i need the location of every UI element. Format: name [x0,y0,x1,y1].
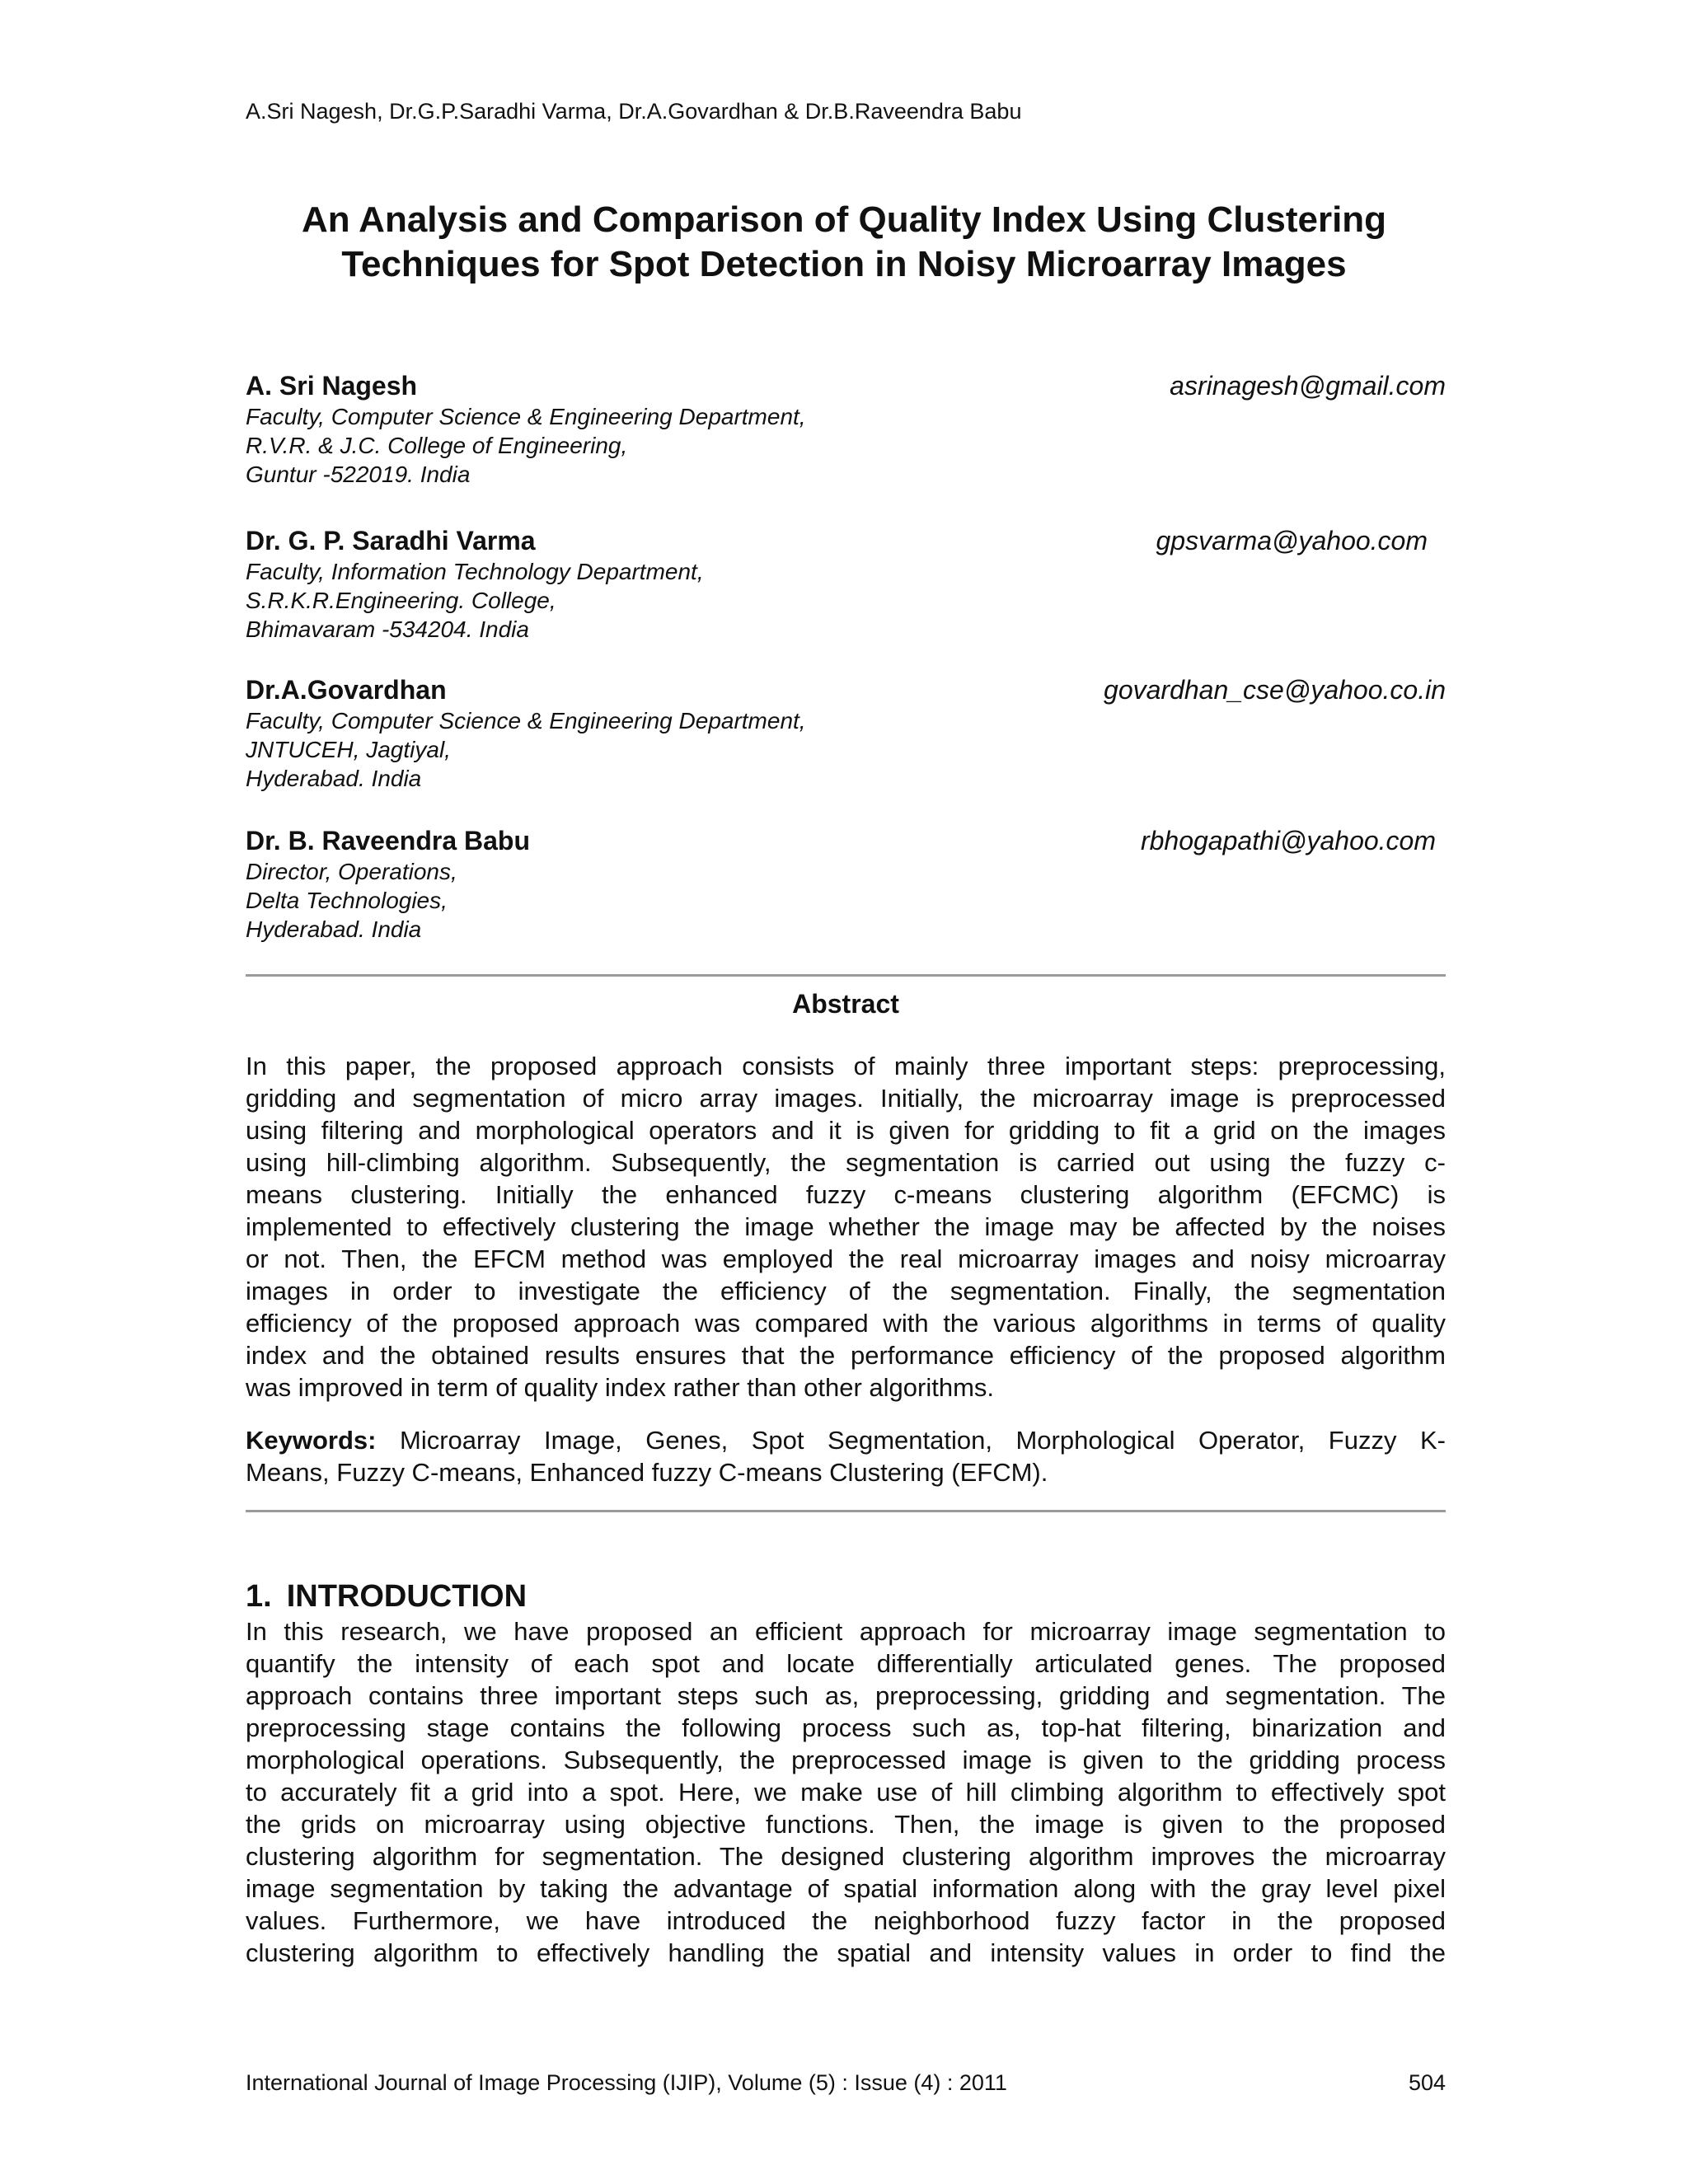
author-email[interactable]: rbhogapathi@yahoo.com [1140,826,1436,855]
abstract-line: was improved in term of quality index rather than other algorithms. [246,1373,995,1402]
abstract-body [246,1050,1446,1404]
author-affiliation-line: Hyderabad. India [246,766,422,791]
journal-citation: International Journal of Image Processing (IJIP), Volume (5) : Issue (4) : 2011 [246,2070,1007,2095]
abstract-line: means clustering. Initially the enhanced fuzzy c-means clustering algorithm (EFCMC) is [246,1180,1446,1209]
abstract-line: implemented to effectively clustering the image whether the image may be affected by the noises [246,1212,1446,1241]
page-footer [246,2069,1446,2097]
author-affiliation-line: JNTUCEH, Jagtiyal, [246,737,451,762]
abstract-line: using filtering and morphological operators and it is given for gridding to fit a grid on the images [246,1116,1446,1145]
author-affiliation-line: Hyderabad. India [246,916,422,942]
abstract-line: or not. Then, the EFCM method was employed the real microarray images and noisy microarray [246,1244,1446,1273]
intro-line: values. Furthermore, we have introduced the neighborhood fuzzy factor in the proposed [246,1906,1446,1935]
divider [246,1510,1446,1512]
author-affiliation-line: Faculty, Computer Science & Engineering Department, [246,404,806,429]
author-affiliation-line: R.V.R. & J.C. College of Engineering, [246,433,628,458]
intro-line: approach contains three important steps such as, preprocessing, gridding and segmentation. The [246,1681,1446,1710]
abstract-heading: Abstract [792,989,899,1019]
intro-line: image segmentation by taking the advantage of spatial information along with the gray level pixel [246,1874,1446,1903]
keywords [246,1424,1446,1488]
author-affiliation-line: Faculty, Information Technology Department, [246,559,704,584]
author-block [246,524,1446,644]
author-name: Dr. B. Raveendra Babu [246,826,530,855]
intro-line: preprocessing stage contains the following process such as, top-hat filtering, binarization and [246,1713,1446,1742]
author-affiliation-line: Delta Technologies, [246,888,448,913]
author-email[interactable]: govardhan_cse@yahoo.co.in [1104,675,1446,705]
page-number: 504 [1408,2070,1446,2095]
keywords-label: Keywords: [246,1426,377,1455]
section-heading [246,1577,527,1615]
intro-line: clustering algorithm for segmentation. The designed clustering algorithm improves the microarray [246,1842,1446,1871]
paper-title [165,198,1523,287]
author-email[interactable]: gpsvarma@yahoo.com [1156,526,1428,555]
section-number: 1. [246,1579,272,1614]
title-line: An Analysis and Comparison of Quality Index Using Clustering [301,199,1387,240]
author-affiliation-line: Guntur -522019. India [246,462,471,487]
author-name: Dr.A.Govardhan [246,675,447,705]
intro-line: quantify the intensity of each spot and locate differentially articulated genes. The proposed [246,1649,1446,1678]
author-block [246,369,1446,489]
author-affiliation-line: Bhimavaram -534204. India [246,616,529,642]
keywords-line [246,1424,1446,1456]
abstract-line: gridding and segmentation of micro array images. Initially, the microarray image is preprocessed [246,1084,1446,1113]
author-block [246,824,1446,944]
abstract-line: images in order to investigate the efficiency of the segmentation. Finally, the segmentation [246,1277,1446,1305]
author-name: Dr. G. P. Saradhi Varma [246,526,536,555]
author-affiliation-line: Faculty, Computer Science & Engineering Department, [246,708,806,733]
abstract-line: In this paper, the proposed approach consists of mainly three important steps: preprocessing, [246,1052,1446,1080]
divider [246,974,1446,977]
running-head: A.Sri Nagesh, Dr.G.P.Saradhi Varma, Dr.A.Govardhan & Dr.B.Raveendra Babu [246,99,1022,124]
keywords-text: Microarray Image, Genes, Spot Segmentation, Morphological Operator, Fuzzy K- [376,1426,1446,1455]
intro-line: clustering algorithm to effectively handling the spatial and intensity values in order to find the [246,1938,1446,1967]
abstract-line: index and the obtained results ensures that the performance efficiency of the proposed algorithm [246,1341,1446,1370]
intro-line: to accurately fit a grid into a spot. Here, we make use of hill climbing algorithm to effectively spot [246,1778,1446,1807]
introduction-body [246,1615,1446,1969]
author-affiliation-line: S.R.K.R.Engineering. College, [246,588,556,613]
abstract-line: efficiency of the proposed approach was compared with the various algorithms in terms of quality [246,1309,1446,1338]
intro-line: the grids on microarray using objective functions. Then, the image is given to the proposed [246,1810,1446,1839]
section-title: INTRODUCTION [286,1579,528,1614]
keywords-line: Means, Fuzzy C-means, Enhanced fuzzy C-means Clustering (EFCM). [246,1458,1048,1487]
intro-line: morphological operations. Subsequently, the preprocessed image is given to the gridding process [246,1746,1446,1774]
author-block [246,673,1446,793]
title-line: Techniques for Spot Detection in Noisy Microarray Images [341,244,1347,284]
abstract-line: using hill-climbing algorithm. Subsequently, the segmentation is carried out using the fuzzy c- [246,1148,1446,1177]
author-affiliation-line: Director, Operations, [246,859,457,884]
intro-line: In this research, we have proposed an efficient approach for microarray image segmentation to [246,1617,1446,1646]
author-email[interactable]: asrinagesh@gmail.com [1170,371,1446,401]
author-name: A. Sri Nagesh [246,371,418,401]
